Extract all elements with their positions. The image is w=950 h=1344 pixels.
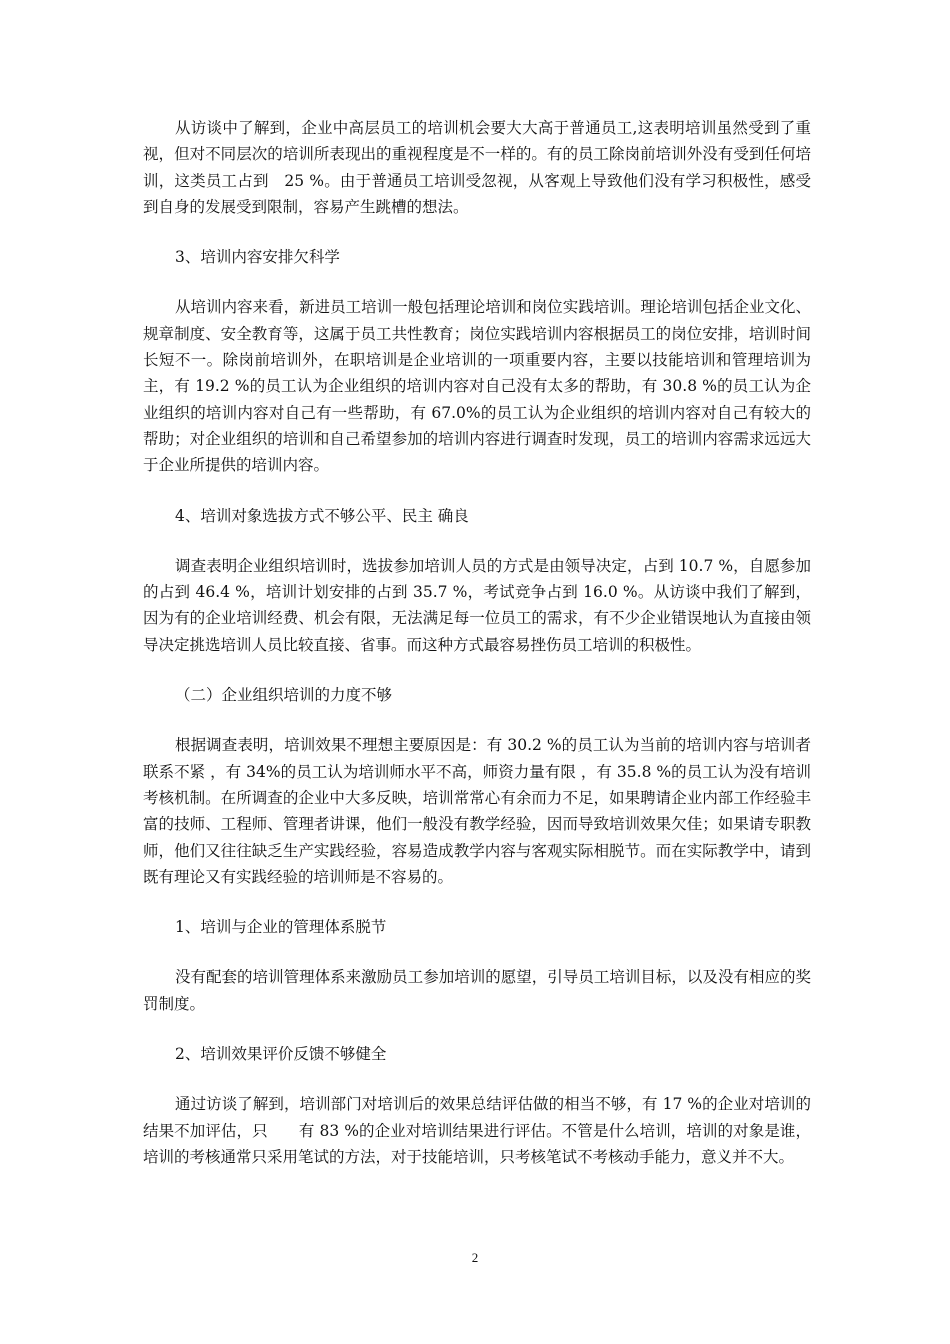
document-body (143, 115, 811, 1194)
section-heading: 3、培训内容安排欠科学 (175, 248, 340, 267)
paragraph: 调查表明企业组织培训时，选拔参加培训人员的方式是由领导决定，占到 10.7 %，自愿参加的占到 46.4 %，培训计划安排的占到 35.7 %，考试竞争占到 16.0 %。从访谈中我们了解到，因为有的企业培训经费、机会有限，无法满足每一位员工的需求，有不少企业错误地认为直接由领导决定挑选培训人员比较直接、省事。而这种方式最容易挫伤员工培训的积极性。 (143, 556, 811, 654)
paragraph: 没有配套的培训管理体系来激励员工参加培训的愿望，引导员工培训目标，以及没有相应的奖罚制度。 (143, 968, 811, 1013)
section-heading: 1、培训与企业的管理体系脱节 (175, 918, 387, 937)
paragraph: 从访谈中了解到，企业中高层员工的培训机会要大大高于普通员工,这表明培训虽然受到了重视，但对不同层次的培训所表现出的重视程度是不一样的。有的员工除岗前培训外没有受到任何培训，这类员工占到 25 %。由于普通员工培训受忽视，从客观上导致他们没有学习积极性，感受到自身的发展受到限制，容易产生跳槽的想法。 (143, 119, 811, 216)
paragraph: 通过访谈了解到，培训部门对培训后的效果总结评估做的相当不够，有 17 %的企业对培训的结果不加评估，只 有 83 %的企业对培训结果进行评估。不管是什么培训，培训的对象是谁，培训的考核通常只采用笔试的方法，对于技能培训，只考核笔试不考核动手能力，意义并不大。 (143, 1095, 811, 1166)
section-heading: 4、培训对象选拔方式不够公平、民主 确良 (175, 506, 469, 525)
page-number: 2 (471, 1250, 479, 1265)
section-heading: 2、培训效果评价反馈不够健全 (175, 1045, 387, 1064)
paragraph: 根据调查表明，培训效果不理想主要原因是：有 30.2 %的员工认为当前的培训内容与培训者联系不紧 ，有 34%的员工认为培训师水平不高，师资力量有限 ，有 35.8 %的员工认为没有培训考核机制。在所调查的企业中大多反映，培训常常心有余而力不足，如果聘请企业内部工作经验丰富的技师、工程师、管理者讲课，他们一般没有教学经验，因而导致培训效果欠佳；如果请专职教师，他们又往往缺乏生产实践经验，容易造成教学内容与客观实际相脱节。而在实际教学中，请到既有理论又有实践经验的培训师是不容易的。 (143, 736, 811, 886)
section-heading: （二）企业组织培训的力度不够 (175, 686, 393, 705)
paragraph: 从培训内容来看，新进员工培训一般包括理论培训和岗位实践培训。理论培训包括企业文化、规章制度、安全教育等，这属于员工共性教育；岗位实践培训内容根据员工的岗位安排，培训时间长短不一。除岗前培训外，在职培训是企业培训的一项重要内容，主要以技能培训和管理培训为主，有 19.2 %的员工认为企业组织的培训内容对自己没有太多的帮助，有 30.8 %的员工认为企业组织的培训内容对自己有一些帮助，有 67.0%的员工认为企业组织的培训内容对自己有较大的帮助；对企业组织的培训和自己希望参加的培训内容进行调查时发现，员工的培训内容需求远远大于企业所提供的培训内容。 (143, 298, 811, 475)
